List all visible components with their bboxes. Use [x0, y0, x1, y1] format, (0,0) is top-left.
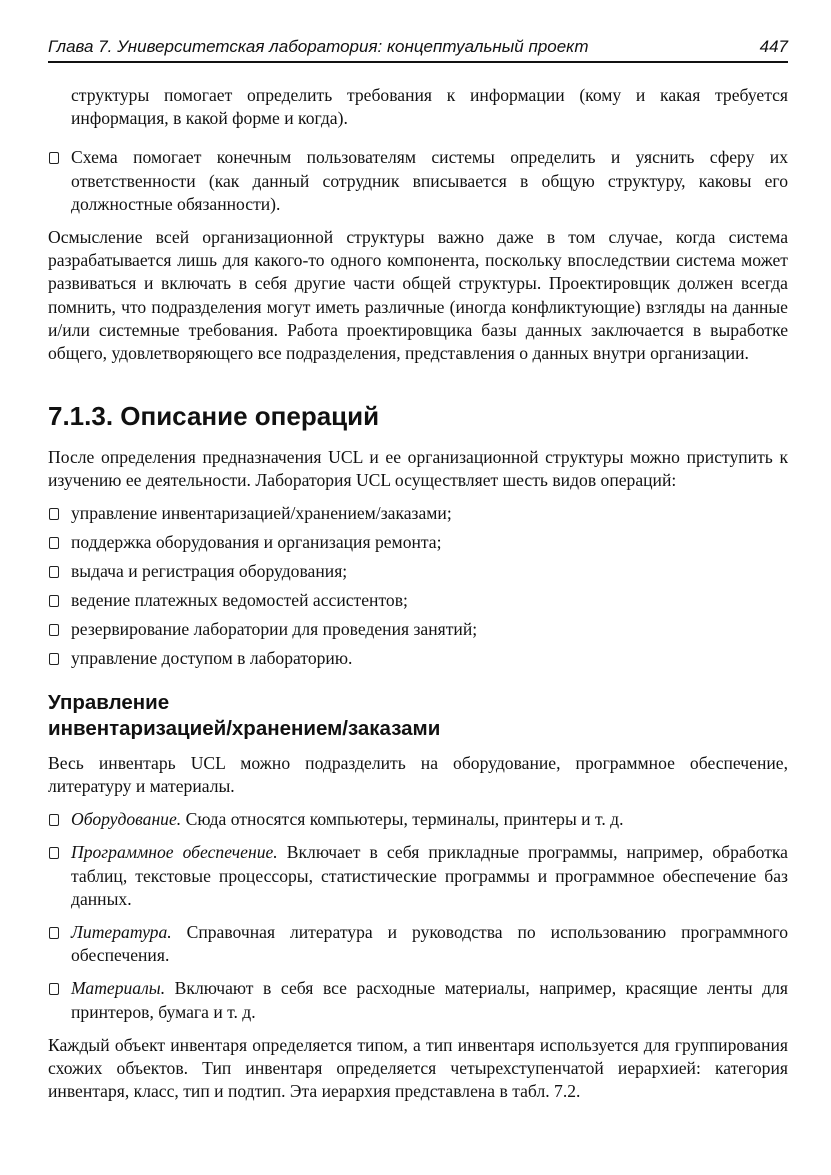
list-item	[48, 618, 788, 641]
list-item	[48, 808, 788, 831]
list-item-text: управление инвентаризацией/хранением/заказами;	[71, 502, 452, 523]
list-item	[48, 977, 788, 1023]
term-label: Литература.	[71, 922, 172, 943]
checkbox-bullet-icon	[49, 624, 59, 636]
checkbox-bullet-icon	[49, 927, 59, 939]
list-item	[48, 921, 788, 967]
checkbox-bullet-icon	[49, 595, 59, 607]
checkbox-bullet-icon	[49, 152, 59, 164]
list-item-text: резервирование лаборатории для проведения занятий;	[71, 618, 478, 639]
list-item-text: ведение платежных ведомостей ассистентов;	[71, 589, 408, 610]
subsection-heading-line: Управление	[48, 690, 170, 714]
list-item	[48, 647, 788, 670]
term-label: Материалы.	[71, 978, 166, 999]
body-paragraph: Осмысление всей организационной структуры важно даже в том случае, когда система разрабатывается лишь для какого-то одного компонента, поскольку впоследствии система может развиваться и включать в себя другие части общей структуры. Проектировщик должен всегда помнить, что подразделения могут иметь различные (иногда конфликтующие) взгляды на данные и/или системные требования. Работа проектировщика базы данных заключается в выработке общего, удовлетворяющего все подразделения, представления о данных внутри организации.	[48, 227, 788, 364]
list-item-text: выдача и регистрация оборудования;	[71, 560, 348, 581]
chapter-title: Глава 7. Университетская лаборатория: концептуальный проект	[48, 37, 589, 56]
list-item	[48, 841, 788, 911]
page-number: 447	[759, 37, 788, 56]
checkbox-bullet-icon	[49, 566, 59, 578]
list-item-text: поддержка оборудования и организация ремонта;	[71, 531, 442, 552]
term-label: Программное обеспечение.	[71, 842, 278, 863]
list-item-text: управление доступом в лабораторию.	[71, 647, 353, 668]
intro-bullet-list	[48, 146, 788, 216]
checkbox-bullet-icon	[49, 814, 59, 826]
subsection-heading	[48, 690, 788, 742]
list-item-text: Схема помогает конечным пользователям системы определить и уяснить сферу их ответственности (как данный сотрудник вписывается в общую структуру, каковы его должностные обязанности).	[71, 147, 788, 214]
closing-paragraph: Каждый объект инвентаря определяется типом, а тип инвентаря используется для группирования схожих объектов. Тип инвентаря определяется четырехступенчатой иерархией: категория инвентаря, класс, тип и подтип. Эта иерархия представлена в табл. 7.2.	[48, 1034, 788, 1102]
term-description: Включает в себя прикладные программы, например, обработка таблиц, текстовые процессоры, статистические программы и программное обеспечение баз данных.	[71, 842, 788, 909]
section-paragraph: После определения предназначения UCL и ее организационной структуры можно приступить к изучению ее деятельности. Лаборатория UCL осуществляет шесть видов операций:	[48, 447, 788, 491]
running-header	[48, 36, 788, 63]
checkbox-bullet-icon	[49, 508, 59, 520]
operations-list	[48, 502, 788, 670]
book-page	[48, 36, 788, 1111]
list-item	[48, 589, 788, 612]
section-heading: 7.1.3. Описание операций	[48, 401, 380, 432]
term-description: Включают в себя все расходные материалы, например, красящие ленты для принтеров, бумага и т. д.	[71, 978, 788, 1022]
list-item	[48, 146, 788, 216]
checkbox-bullet-icon	[49, 653, 59, 665]
term-description: Справочная литература и руководства по использованию программного обеспечения.	[71, 922, 788, 966]
list-item	[48, 531, 788, 554]
inventory-list	[48, 808, 788, 1024]
list-item	[48, 502, 788, 525]
list-item	[48, 560, 788, 583]
checkbox-bullet-icon	[49, 847, 59, 859]
term-description: Сюда относятся компьютеры, терминалы, принтеры и т. д.	[181, 809, 624, 830]
term-label: Оборудование.	[71, 809, 182, 830]
subsection-paragraph: Весь инвентарь UCL можно подразделить на оборудование, программное обеспечение, литературу и материалы.	[48, 752, 788, 797]
subsection-heading-line: инвентаризацией/хранением/заказами	[48, 716, 441, 740]
checkbox-bullet-icon	[49, 983, 59, 995]
checkbox-bullet-icon	[49, 537, 59, 549]
continued-bullet-text: структуры помогает определить требования к информации (кому и какая требуется информация, в какой форме и когда).	[71, 85, 788, 129]
